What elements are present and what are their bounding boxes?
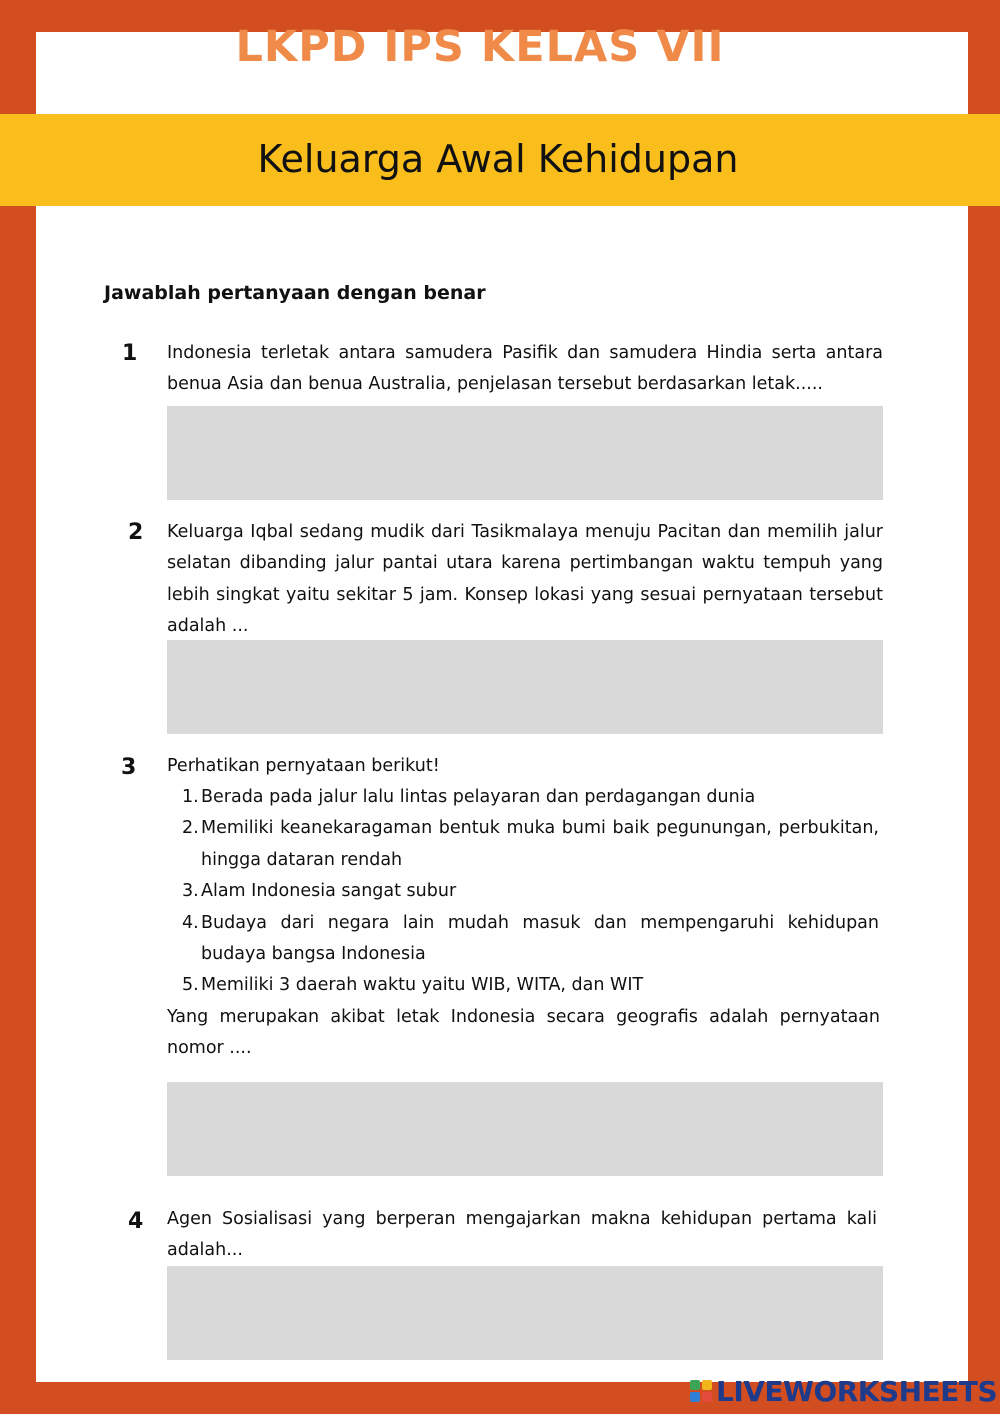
statement-number: 5. — [182, 975, 199, 996]
answer-box-1[interactable] — [167, 406, 883, 500]
worksheet-subtitle: Keluarga Awal Kehidupan — [257, 137, 739, 181]
statement-item — [182, 908, 879, 971]
statement-item — [182, 970, 879, 1001]
question-number-3: 3 — [121, 755, 137, 780]
answer-box-4[interactable] — [167, 1266, 883, 1360]
statement-text: Alam Indonesia sangat subur — [201, 881, 457, 902]
question-number-2: 2 — [128, 520, 144, 545]
worksheet-title: LKPD IPS KELAS VII — [235, 22, 725, 72]
answer-box-3[interactable] — [167, 1082, 883, 1176]
title-banner — [0, 114, 1000, 206]
question-closing-3: Yang merupakan akibat letak Indonesia secara geografis adalah pernyataan nomor .... — [167, 1007, 880, 1059]
instruction-text: Jawablah pertanyaan dengan benar — [104, 282, 486, 304]
watermark-text: LIVEWORKSHEETS — [716, 1374, 998, 1408]
statement-item — [182, 813, 879, 876]
liveworksheets-watermark — [690, 1374, 997, 1408]
statement-text: Memiliki 3 daerah waktu yaitu WIB, WITA, dan WIT — [201, 975, 644, 996]
question-number-4: 4 — [128, 1209, 144, 1234]
statement-number: 3. — [182, 881, 199, 902]
statement-text: Berada pada jalur lalu lintas pelayaran dan perdagangan dunia — [201, 787, 756, 807]
statement-item — [182, 782, 879, 813]
statement-list — [182, 782, 879, 1002]
statement-number: 4. — [182, 912, 199, 933]
statement-number: 2. — [182, 818, 199, 839]
answer-box-2[interactable] — [167, 640, 883, 734]
question-number-1: 1 — [122, 341, 138, 366]
statement-text: Memiliki keanekaragaman bentuk muka bumi baik pegunungan, perbukitan, hingga dataran rendah — [201, 818, 879, 870]
statement-number: 1. — [182, 787, 199, 807]
liveworksheets-logo-icon — [690, 1380, 712, 1402]
question-text-2: Keluarga Iqbal sedang mudik dari Tasikmalaya menuju Pacitan dan memilih jalur selatan dibanding jalur pantai utara karena pertimbangan waktu tempuh yang lebih singkat yaitu sekitar 5 jam. Konsep lokasi yang sesuai pernyataan tersebut adalah ... — [167, 522, 883, 637]
statement-text: Budaya dari negara lain mudah masuk dan mempengaruhi kehidupan budaya bangsa Indonesia — [201, 912, 879, 965]
question-text-4: Agen Sosialisasi yang berperan mengajarkan makna kehidupan pertama kali adalah... — [167, 1209, 877, 1261]
question-intro-3: Perhatikan pernyataan berikut! — [167, 756, 440, 776]
question-text-1: Indonesia terletak antara samudera Pasifik dan samudera Hindia serta antara benua Asia dan benua Australia, penjelasan tersebut berdasarkan letak..... — [167, 343, 883, 395]
statement-item — [182, 876, 879, 907]
